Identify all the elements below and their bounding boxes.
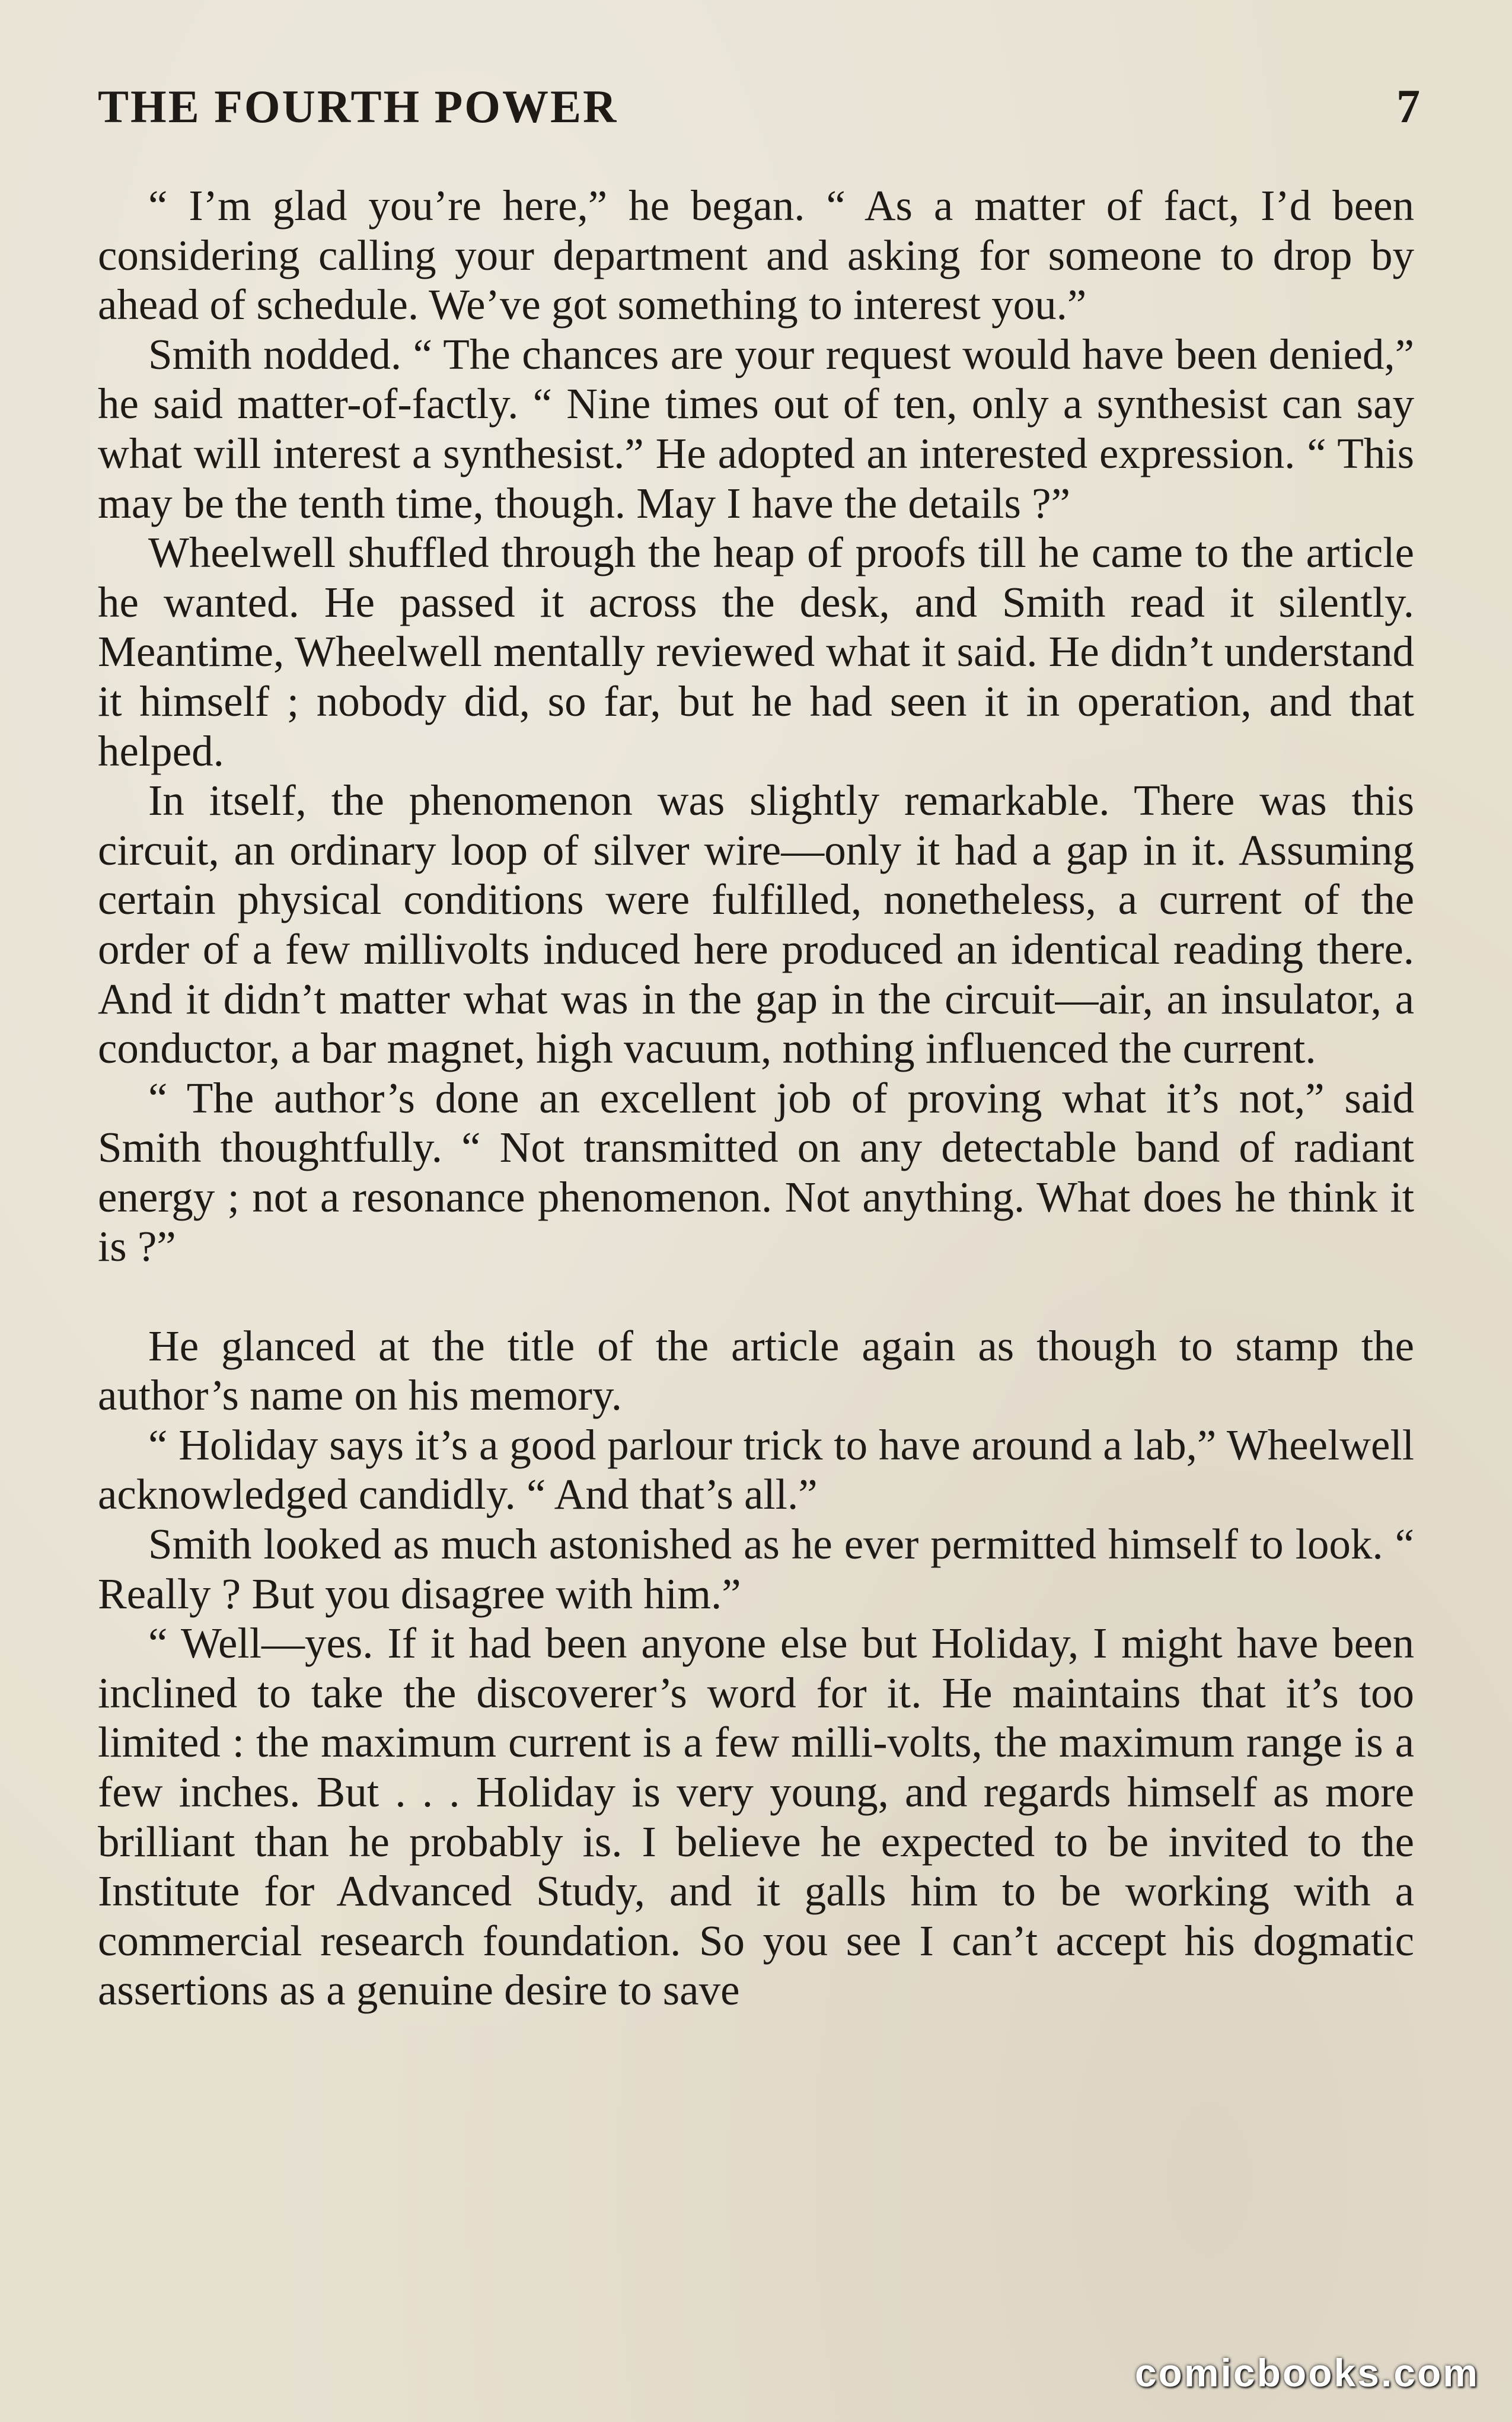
page-number: 7	[1396, 81, 1420, 133]
paragraph-8: Smith looked as much astonished as he ever permitted himself to look. “ Really ? But you disagree with him.”	[98, 1520, 1414, 1618]
paragraph-4: In itself, the phenomenon was slightly remarkable. There was this circuit, an ordinary loop of silver wire—only it had a gap in it. Assuming certain physical conditions were fulfilled, nonetheless, a current of the order of a few millivolts induced here produced an identical reading there. And it didn’t matter what was in the gap in the circuit—air, an insulator, a conductor, a bar magnet, high vacuum, nothing influenced the current.	[98, 776, 1414, 1073]
watermark: comicbooks.com	[1134, 2351, 1479, 2395]
paragraph-9: “ Well—yes. If it had been anyone else but Holiday, I might have been inclined to take the discoverer’s word for it. He maintains that it’s too limited : the maximum current is a few milli-volts, the maximum range is a few inches. But . . . Holiday is very young, and regards himself as more brilliant than he probably is. I believe he expected to be invited to the Institute for Advanced Study, and it galls him to be working with a commercial research foundation. So you see I can’t accept his dogmatic assertions as a genuine desire to save	[98, 1619, 1414, 2015]
running-head: THE FOURTH POWER	[98, 81, 618, 132]
paragraph-2: Smith nodded. “ The chances are your request would have been denied,” he said matter-of-factly. “ Nine times out of ten, only a synthesist can say what will interest a synthesist.” He adopted an interested expression. “ This may be the tenth time, though. May I have the details ?”	[98, 330, 1414, 527]
page-header	[98, 74, 1420, 139]
paragraph-7: “ Holiday says it’s a good parlour trick to have around a lab,” Wheelwell acknowledged candidly. “ And that’s all.”	[98, 1420, 1414, 1519]
paragraph-5: “ The author’s done an excellent job of proving what it’s not,” said Smith thoughtfully. “ Not transmitted on any detectable band of radiant energy ; not a resonance phenomenon. Not anything. What does he think it is ?”	[98, 1073, 1414, 1271]
section-break	[98, 1271, 1414, 1321]
paragraph-1: “ I’m glad you’re here,” he began. “ As a matter of fact, I’d been considering calling your department and asking for someone to drop by ahead of schedule. We’ve got something to interest you.”	[98, 181, 1414, 329]
paragraph-3: Wheelwell shuffled through the heap of proofs till he came to the article he wanted. He passed it across the desk, and Smith read it silently. Meantime, Wheelwell mentally reviewed what it said. He didn’t understand it himself ; nobody did, so far, but he had seen it in operation, and that helped.	[98, 528, 1414, 775]
paragraph-6: He glanced at the title of the article again as though to stamp the author’s name on his memory.	[98, 1321, 1414, 1420]
body-text	[98, 181, 1414, 2015]
